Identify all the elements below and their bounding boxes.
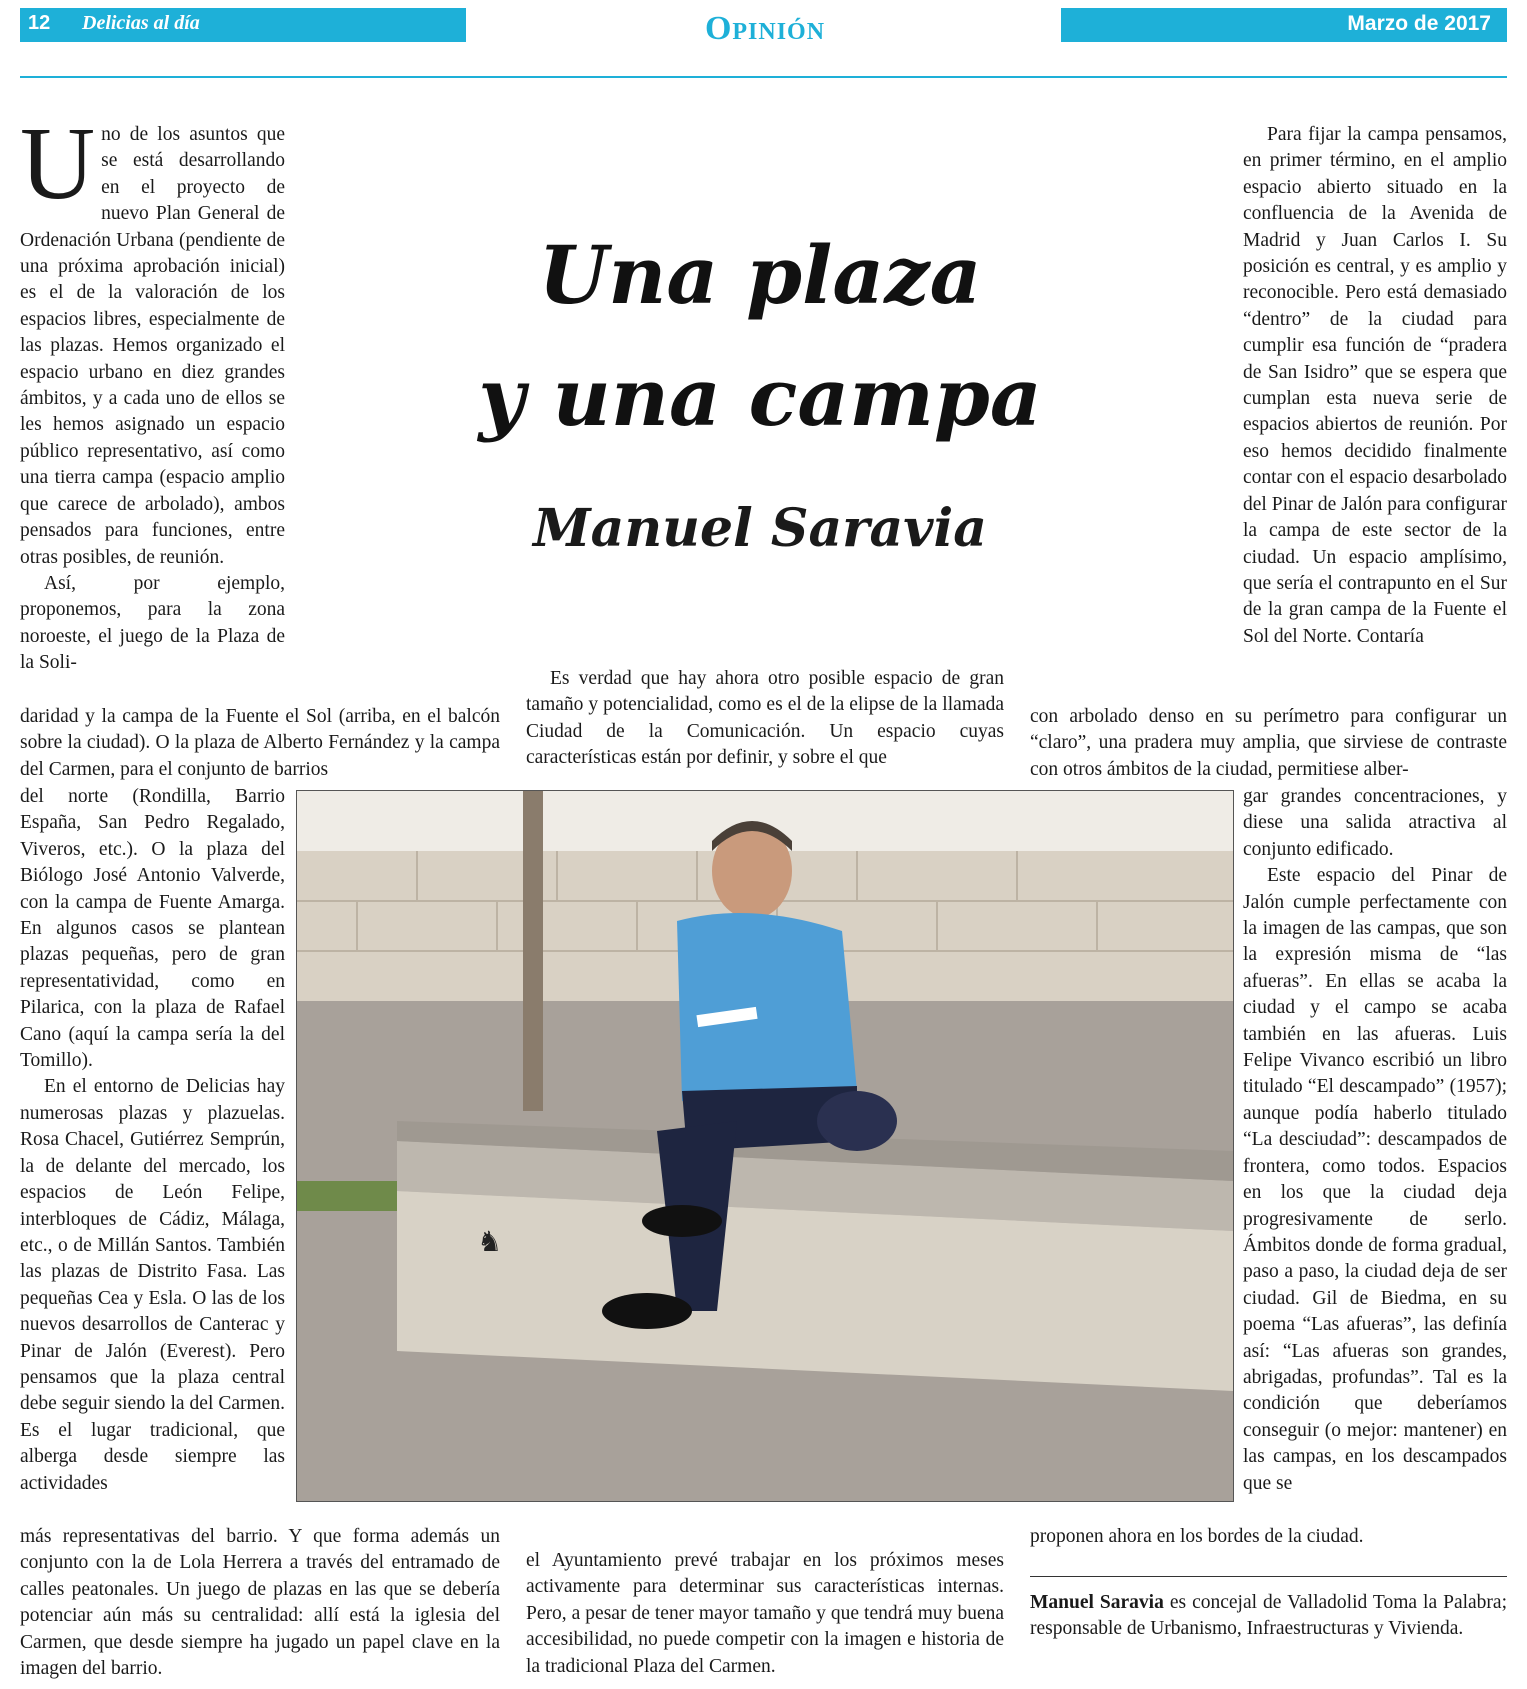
paragraph: gar grandes concentraciones, y diese una salida atractiva al conjunto edificado. — [1243, 786, 1507, 860]
paragraph: Para fijar la campa pensamos, en primer término, en el amplio espacio abierto situado en la confluencia de la Avenida de Madrid y Juan Carlos I. Su posición es central, y es amplio y reconocible. Pero está demasiado “dentro” de la ciudad para cumplir esa función de “pradera de San Isidro” que se espera que cumplan esta nueva serie de espacios abiertos de reunión. Por eso hemos decidido finalmente contar con el espacio desarbolado del Pinar de Jalón para configurar la campa de este sector de la ciudad. Un espacio amplísimo, que sería el contrapunto en el Sur de la gran campa de la Fuente el Sol del Norte. Contaría — [1243, 124, 1507, 647]
bio-name: Manuel Saravia — [1030, 1592, 1164, 1613]
drop-cap: U — [20, 106, 96, 221]
tree-trunk — [523, 791, 543, 1111]
graffiti-figure: ♞ — [477, 1225, 503, 1258]
paragraph: Este espacio del Pinar de Jalón cumple perfectamente con la imagen de las campas, que son la expresión misma de “las afueras”. En ellas se acaba la ciudad y el campo se acaba también en las afueras. Luis Felipe Vivanco escribió un libro titulado “El descampado” (1957); aunque podía haberlo titulado “La desciudad”: descampados de frontera, como todos. Espacios en los que la ciudad deja progresivamente de serlo. Ámbitos donde de forma gradual, paso a paso, la ciudad deja de ser ciudad. Gil de Biedma, en su poema “Las afueras”, las definía así: “Las afueras son grandes, abrigadas, profundas”. Tal es la condición que deberíamos conseguir (o mejor: mantener) en las campas, en los descampados que se — [1243, 865, 1507, 1494]
paragraph: con arbolado denso en su perímetro para configurar un “claro”, una pradera muy amplia, que sirviese de contraste con otros ámbitos de la ciudad, permitiese alber- — [1030, 706, 1507, 780]
left-column-bottom — [20, 1524, 500, 1682]
headline-line-2: y una campa — [478, 350, 1042, 444]
center-column-top — [526, 666, 1004, 772]
paragraph: el Ayuntamiento prevé trabajar en los próximos meses activamente para determinar sus características internas. Pero, a pesar de tener mayor tamaño y que tendrá muy buena accesibilidad, no puede competir con la imagen e historia de la tradicional Plaza del Carmen. — [526, 1550, 1004, 1677]
paragraph: Es verdad que hay ahora otro posible espacio de gran tamaño y potencialidad, como es el de la elipse de la llamada Ciudad de la Comunicación. Un espacio cuyas características están por definir, y sobre el que — [526, 668, 1004, 769]
paragraph: proponen ahora en los bordes de la ciudad. — [1030, 1526, 1364, 1547]
right-column-middle — [1243, 784, 1507, 1497]
paragraph: del norte (Rondilla, Barrio España, San Pedro Regalado, Viveros, etc.). O la plaza del Biólogo José Antonio Valverde, con la campa de Fuente Amarga. En algunos casos se plantean plazas pequeñas, pero de gran representatividad, como en Pilarica, con la plaza de Rafael Cano (aquí la campa sería la del Tomillo). — [20, 786, 285, 1072]
author-bio — [1030, 1590, 1507, 1643]
headline-line-1: Una plaza — [538, 228, 982, 322]
issue-date: Marzo de 2017 — [1347, 12, 1491, 35]
header-right-bar — [1061, 8, 1507, 42]
paragraph: daridad y la campa de la Fuente el Sol (arriba, en el balcón sobre la ciudad). O la plaza de Alberto Fernández y la campa del Carmen, para el conjunto de barrios — [20, 706, 500, 780]
bio-text: es concejal de Valladolid Toma la Palabra; responsable de Urbanismo, Infraestructuras y Vivienda. — [1030, 1592, 1507, 1640]
author-byline: Manuel Saravia — [533, 498, 987, 559]
right-column-bottom — [1030, 1524, 1507, 1550]
left-column-middle — [20, 784, 285, 1497]
grass — [297, 1181, 397, 1211]
center-column-bottom — [526, 1548, 1004, 1680]
left-column-top — [20, 106, 285, 677]
right-column-wide — [1030, 704, 1507, 783]
paragraph: Uno de los asuntos que se está desarrollando en el proyecto de nuevo Plan General de Ordenación Urbana (pendiente de una próxima aprobación inicial) es el de la valoración de los espacios libres, especialmente de las plazas. Hemos organizado el espacio urbano en diez grandes ámbitos, y a cada uno de ellos se les hemos asignado un espacio público representativo, así como una tierra campa (espacio amplio que carece de arbolado), ambos pensados para funciones, entre otras posibles, de reunión. — [20, 106, 285, 568]
paragraph: más representativas del barrio. Y que forma además un conjunto con la de Lola Herrera a través del entramado de calles peatonales. Un juego de plazas en las que se debería potenciar aún más su centralidad: allí está la iglesia del Carmen, que desde siempre ha jugado un papel clave en la imagen del barrio. — [20, 1526, 500, 1680]
paragraph: En el entorno de Delicias hay numerosas plazas y plazuelas. Rosa Chacel, Gutiérrez Semprún, la de delante del mercado, los espacios de León Felipe, interbloques de Cádiz, Málaga, etc., o de Millán Santos. También las plazas de Distrito Fasa. Las pequeñas Cea y Esla. O las de los nuevos desarrollos de Canterac y Pinar de Jalón (Everest). Pero pensamos que la plaza central debe seguir siendo la del Carmen. Es el lugar tradicional, que alberga desde siempre las actividades — [20, 1076, 285, 1494]
publication-name: Delicias al día — [82, 12, 200, 34]
header-left-bar — [20, 8, 466, 42]
right-column-top — [1243, 122, 1507, 650]
page-number: 12 — [28, 12, 51, 34]
photo-illustration — [297, 791, 1233, 1501]
bio-divider — [1030, 1576, 1507, 1577]
left-column-wide — [20, 704, 500, 783]
header-rule — [20, 76, 1507, 78]
article-photo — [296, 790, 1234, 1502]
section-title: Opinión — [704, 10, 826, 47]
paragraph: Así, por ejemplo, proponemos, para la zona noroeste, el juego de la Plaza de la Soli- — [20, 572, 285, 674]
